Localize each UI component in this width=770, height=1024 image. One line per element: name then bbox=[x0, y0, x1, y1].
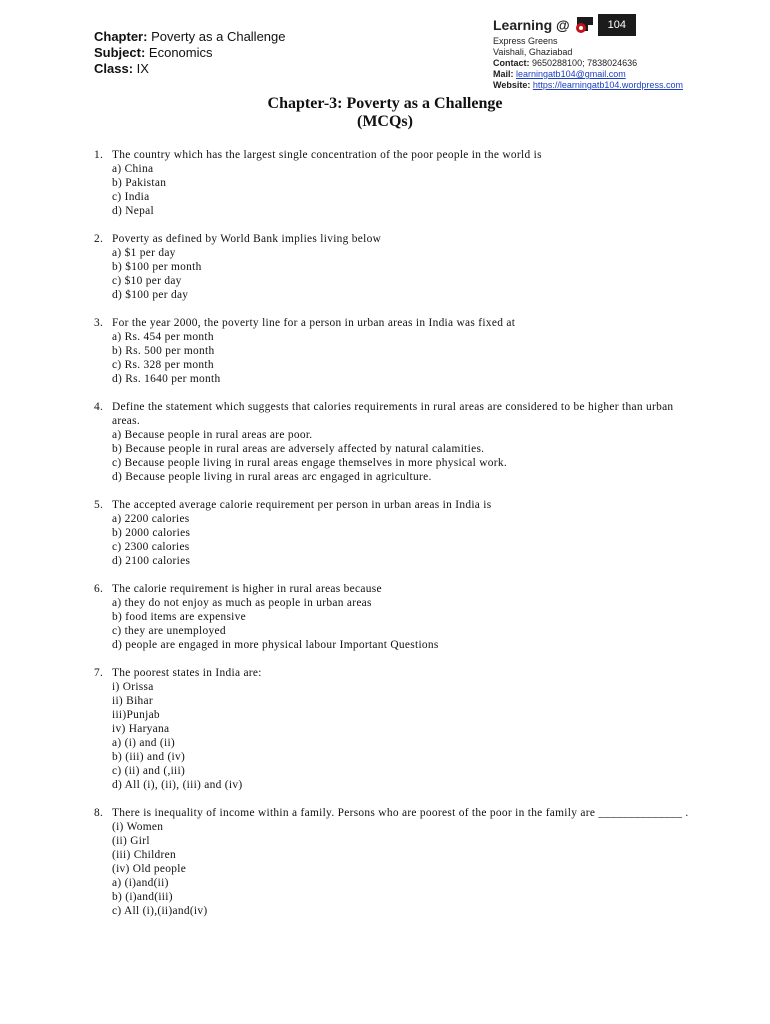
answer-option: ii) Bihar bbox=[112, 695, 153, 707]
question-item bbox=[94, 316, 694, 386]
answer-option: d) Because people living in rural areas arc engaged in agriculture. bbox=[112, 471, 432, 483]
chapter-line bbox=[94, 29, 286, 45]
question-text: The country which has the largest single concentration of the poor people in the world is bbox=[112, 149, 542, 161]
subject-line bbox=[94, 45, 286, 61]
question-number: 2. bbox=[94, 233, 104, 245]
mail-link[interactable]: learningatb104@gmail.com bbox=[516, 69, 626, 79]
answer-option: b) 2000 calories bbox=[112, 527, 191, 539]
class-line bbox=[94, 61, 286, 77]
brand-address-1: Express Greens bbox=[493, 36, 558, 46]
brand-logo bbox=[574, 14, 636, 36]
answer-option: a) (i) and (ii) bbox=[112, 737, 176, 749]
question-text: The accepted average calorie requirement per person in urban areas in India is bbox=[112, 499, 492, 511]
brand-contact bbox=[493, 58, 683, 69]
answer-option: d) $100 per day bbox=[112, 289, 189, 301]
answer-option: iv) Haryana bbox=[112, 723, 170, 735]
answer-option: a) Because people in rural areas are poor. bbox=[112, 429, 313, 441]
contact-value: 9650288100; 7838024636 bbox=[532, 58, 638, 68]
answer-option: b) $100 per month bbox=[112, 261, 202, 273]
question-number: 4. bbox=[94, 401, 104, 413]
website-link[interactable]: https://learningatb104.wordpress.com bbox=[532, 80, 683, 90]
question-text: Poverty as defined by World Bank implies living below bbox=[112, 233, 382, 245]
brand-title bbox=[493, 14, 683, 36]
brand-mail bbox=[493, 69, 683, 80]
page-title bbox=[0, 95, 770, 131]
website-label: Website: bbox=[493, 80, 531, 90]
question-text: The calorie requirement is higher in rural areas because bbox=[112, 583, 382, 595]
answer-option: (iv) Old people bbox=[112, 863, 187, 875]
answer-option: i) Orissa bbox=[112, 681, 154, 693]
answer-option: (ii) Girl bbox=[112, 835, 150, 847]
answer-option: b) Rs. 500 per month bbox=[112, 345, 215, 357]
answer-option: c) All (i),(ii)and(iv) bbox=[112, 905, 208, 917]
page-title-line-2: (MCQs) bbox=[357, 113, 413, 130]
answer-option: b) (iii) and (iv) bbox=[112, 751, 186, 763]
answer-option: d) 2100 calories bbox=[112, 555, 191, 567]
answer-option: b) Because people in rural areas are adversely affected by natural calamities. bbox=[112, 443, 485, 455]
question-number: 1. bbox=[94, 149, 104, 161]
question-text: For the year 2000, the poverty line for a person in urban areas in India was fixed at bbox=[112, 317, 516, 329]
answer-option: a) they do not enjoy as much as people in urban areas bbox=[112, 597, 372, 609]
answer-option: c) $10 per day bbox=[112, 275, 182, 287]
question-number: 6. bbox=[94, 583, 104, 595]
answer-option: b) Pakistan bbox=[112, 177, 167, 189]
answer-option: c) (ii) and (,iii) bbox=[112, 765, 186, 777]
answer-option: a) China bbox=[112, 163, 154, 175]
page-title-line-1: Chapter-3: Poverty as a Challenge bbox=[267, 95, 503, 112]
brand-block bbox=[493, 14, 683, 91]
brand-website bbox=[493, 80, 683, 91]
answer-option: c) 2300 calories bbox=[112, 541, 190, 553]
document-meta bbox=[94, 29, 286, 77]
logo-mark-icon bbox=[574, 15, 596, 35]
answer-option: (iii) Children bbox=[112, 849, 176, 861]
answer-option: a) $1 per day bbox=[112, 247, 176, 259]
answer-option: d) All (i), (ii), (iii) and (iv) bbox=[112, 779, 243, 791]
answer-option: d) Rs. 1640 per month bbox=[112, 373, 221, 385]
answer-option: b) (i)and(iii) bbox=[112, 891, 173, 903]
logo-number: 104 bbox=[598, 14, 636, 36]
question-number: 5. bbox=[94, 499, 104, 511]
brand-address-2: Vaishali, Ghaziabad bbox=[493, 47, 573, 57]
subject-value: Economics bbox=[148, 45, 213, 60]
question-text: The poorest states in India are: bbox=[112, 667, 262, 679]
chapter-label: Chapter: bbox=[94, 29, 148, 44]
class-value: IX bbox=[136, 61, 149, 76]
answer-option: b) food items are expensive bbox=[112, 611, 246, 623]
contact-label: Contact: bbox=[493, 58, 530, 68]
answer-option: a) Rs. 454 per month bbox=[112, 331, 214, 343]
question-item bbox=[94, 582, 694, 652]
question-item bbox=[94, 232, 694, 302]
mail-label: Mail: bbox=[493, 69, 514, 79]
answer-option: iii)Punjab bbox=[112, 709, 160, 721]
answer-option: a) 2200 calories bbox=[112, 513, 190, 525]
question-number: 7. bbox=[94, 667, 104, 679]
question-item bbox=[94, 400, 694, 484]
answer-option: (i) Women bbox=[112, 821, 164, 833]
class-label: Class: bbox=[94, 61, 134, 76]
answer-option: a) (i)and(ii) bbox=[112, 877, 169, 889]
question-item bbox=[94, 498, 694, 568]
answer-option: c) they are unemployed bbox=[112, 625, 226, 637]
question-text: Define the statement which suggests that calories requirements in rural areas are considered to be higher than urban areas. bbox=[112, 401, 674, 427]
question-item bbox=[94, 666, 694, 792]
question-text: There is inequality of income within a family. Persons who are poorest of the poor in the family are ______________ . bbox=[112, 807, 689, 819]
question-item bbox=[94, 806, 694, 918]
question-item bbox=[94, 148, 694, 218]
answer-option: d) people are engaged in more physical labour Important Questions bbox=[112, 639, 439, 651]
question-number: 8. bbox=[94, 807, 104, 819]
answer-option: c) Rs. 328 per month bbox=[112, 359, 214, 371]
answer-option: d) Nepal bbox=[112, 205, 154, 217]
answer-option: c) Because people living in rural areas engage themselves in more physical work. bbox=[112, 457, 508, 469]
answer-option: c) India bbox=[112, 191, 150, 203]
question-number: 3. bbox=[94, 317, 104, 329]
subject-label: Subject: bbox=[94, 45, 146, 60]
chapter-value: Poverty as a Challenge bbox=[151, 29, 286, 44]
brand-name: Learning @ bbox=[493, 17, 570, 33]
question-list bbox=[94, 148, 694, 932]
